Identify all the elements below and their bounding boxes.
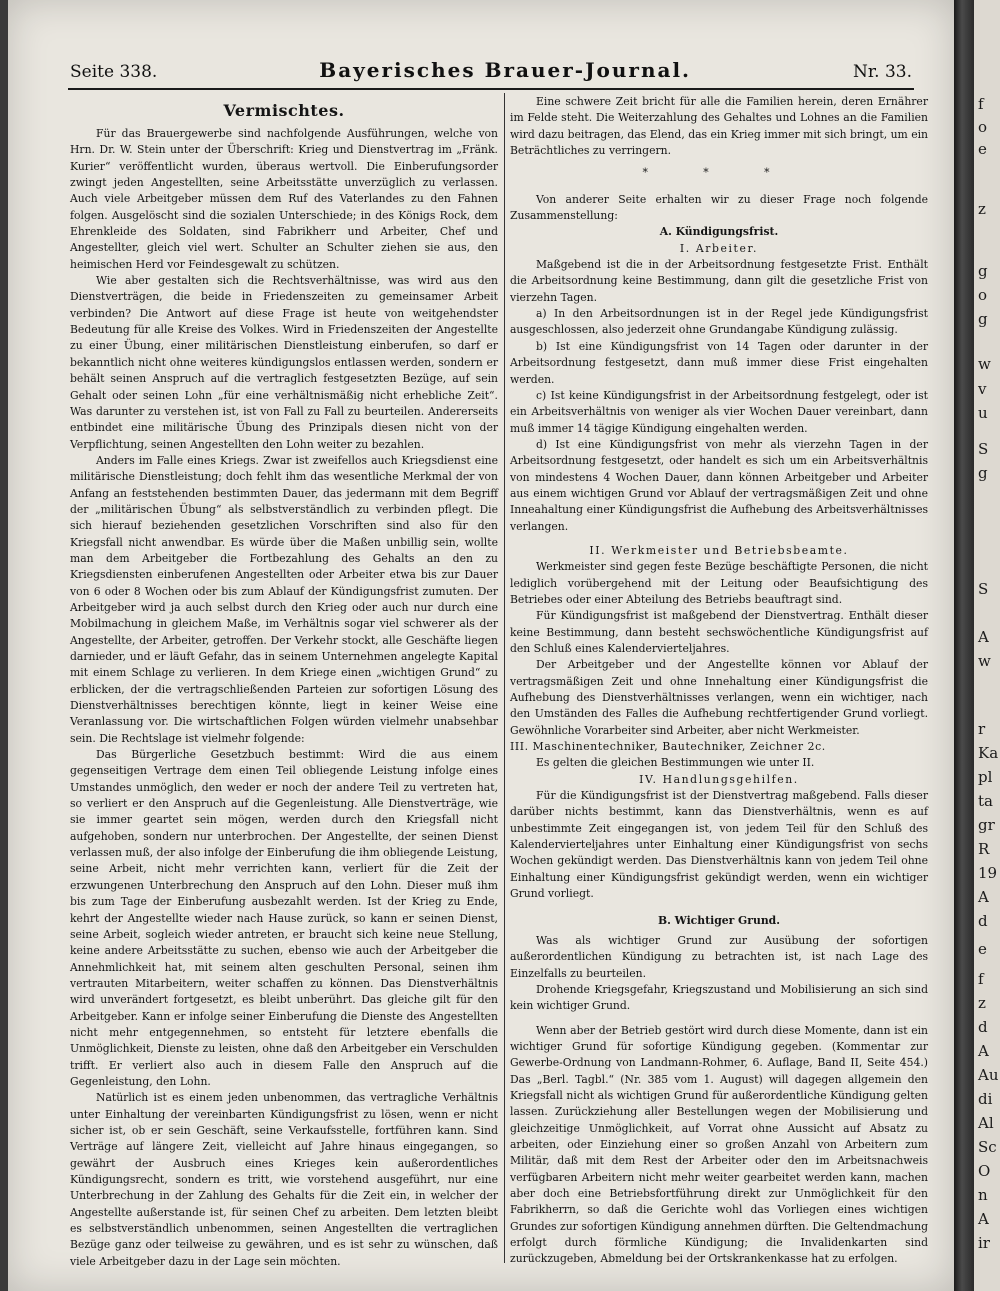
right-column bbox=[510, 94, 928, 1268]
article-paragraph: Maßgebend ist die in der Arbeitsordnung festgesetzte Frist. Enthält die Arbeitsordnung keine Bestimmung, dann gilt die gesetzliche Frist von vierzehn Tagen. bbox=[510, 258, 928, 304]
next-page-text-fragment: u bbox=[978, 404, 988, 422]
section-a-title: A. Kündigungsfrist. bbox=[659, 225, 779, 239]
next-page-text-fragment: S bbox=[978, 440, 989, 458]
next-page-text-fragment: w bbox=[978, 652, 991, 670]
section-title: Vermischtes. bbox=[223, 101, 345, 120]
next-page-text-fragment: 19 bbox=[978, 864, 998, 882]
subsection-title: I. Arbeiter. bbox=[679, 241, 759, 255]
article-paragraph: Was als wichtiger Grund zur Ausübung der sofortigen außerordentlichen Kündigung zu betrachten ist, ist nach Lage des Einzelfalls zu beurteilen. bbox=[510, 933, 928, 980]
next-page-text-fragment: ta bbox=[978, 792, 993, 810]
next-page-text-fragment: n bbox=[978, 1186, 988, 1204]
next-page-text-fragment: A bbox=[978, 1210, 989, 1228]
subsection-title: IV. Handlungsgehilfen. bbox=[639, 772, 799, 786]
subsection-title: II. Werkmeister und Betriebsbeamte. bbox=[589, 543, 849, 557]
next-page-text-fragment: z bbox=[978, 994, 986, 1012]
next-page-text-fragment: f bbox=[978, 970, 984, 988]
section-b-title: B. Wichtiger Grund. bbox=[658, 913, 780, 927]
next-page-text-fragment: o bbox=[978, 118, 988, 136]
section-separator: * * * bbox=[642, 166, 796, 180]
article-paragraph: Für Kündigungsfrist ist maßgebend der Dienstvertrag. Enthält dieser keine Bestimmung, dann besteht sechswöchentliche Kündigungsfrist auf den Schluß eines Kalendervierteljahres. bbox=[510, 609, 928, 655]
page-number: Seite 338. bbox=[70, 62, 158, 82]
journal-title: Bayerisches Brauer-Journal. bbox=[319, 58, 692, 82]
article-paragraph: Der Arbeitgeber und der Angestellte können vor Ablauf der vertragsmäßigen Zeit und ohne Innehaltung einer Kündigungsfrist die Aufhebung des Dienstverhältnisses verlangen, wenn ein wichtiger, nach den Umständen des Falles die Aufhebung rechtfertigender Grund vorliegt. Gewöhnliche Vorarbeiter sind Arbeiter, aber nicht Werkmeister. bbox=[510, 658, 928, 737]
next-page-text-fragment: R bbox=[978, 840, 990, 858]
next-page-text-fragment: pl bbox=[978, 768, 993, 786]
article-paragraph: d) Ist eine Kündigungsfrist von mehr als vierzehn Tagen in der Arbeitsordnung festgesetzt, oder handelt es sich um ein Arbeitsverhältnis von mindestens 4 Wochen Dauer, dann können Arbeitgeber und Arbeiter aus einem wichtigen Grund vor Ablauf der vertragsmäßigen Zeit und ohne Inneahaltung einer Kündigungsfrist die Aufhebung des Arbeitsverhältnisses verlangen. bbox=[510, 437, 928, 533]
next-page-text-fragment: O bbox=[978, 1162, 991, 1180]
next-page-text-fragment: A bbox=[978, 888, 989, 906]
next-page-text-fragment: v bbox=[978, 380, 987, 398]
article-paragraph: Drohende Kriegsgefahr, Kriegszustand und Mobilisierung an sich sind kein wichtiger Grund. bbox=[510, 982, 928, 1013]
next-page-text-fragment: g bbox=[978, 464, 988, 482]
article-paragraph: Für die Kündigungsfrist ist der Dienstvertrag maßgebend. Falls dieser darüber nichts bestimmt, kann das Dienstverhältnis, wenn es auf unbestimmte Zeit eingegangen ist, von jedem Teil für den Schluß des Kalendervierteljahres unter Einhaltung einer Kündigungsfrist von sechs Wochen gekündigt werden. Das Dienstverhältnis kann von jedem Teil ohne Einhaltung einer Kündigungsfrist gekündigt werden, wenn ein wichtiger Grund vorliegt. bbox=[510, 789, 928, 901]
article-paragraph: Von anderer Seite erhalten wir zu dieser Frage noch folgende Zusammenstellung: bbox=[510, 192, 928, 223]
issue-number: Nr. 33. bbox=[853, 62, 912, 82]
next-page-text-fragment: Au bbox=[978, 1066, 999, 1084]
page-header bbox=[70, 58, 912, 84]
next-page-text-fragment: ir bbox=[978, 1234, 990, 1252]
article-paragraph: Wenn aber der Betrieb gestört wird durch diese Momente, dann ist ein wichtiger Grund für sofortige Kündigung gegeben. (Kommentar zur Gewerbe-Ordnung von Landmann-Rohmer, 6. Auflage, Band II, Seite 454.) Das „Berl. Tagbl.“ (Nr. 385 vom 1. August) will dagegen allgemein den Kriegsfall nicht als wichtigen Grund für außerordentliche Kündigung gelten lassen. Zurückziehung aller Bestellungen wegen der Mobilisierung und gleichzeitige Unmöglichkeit, auf Vorrat ohne Aussicht auf Absatz zu arbeiten, oder Einziehung einer so großen Anzahl von Arbeitern zum Militär, daß mit dem Rest der Arbeiter oder den im Arbeitsnachweis verfügbaren Arbeitern nicht mehr weiter gearbeitet werden kann, machen aber doch eine Betriebsfortführung direkt zur Unmöglichkeit für den Fabrikherrn, so daß die Gerichte wohl das Vorliegen eines wichtigen Grundes zur sofortigen Kündigung annehmen dürften. Die Geltendmachung erfolgt durch förmliche Kündigung; die Invalidenkarten sind zurückzugeben, Abmeldung bei der Ortskrankenkasse hat zu erfolgen. bbox=[510, 1023, 928, 1266]
article-paragraph: b) Ist eine Kündigungsfrist von 14 Tagen oder darunter in der Arbeitsordnung festgesetzt, dann muß immer diese Frist eingehalten werden. bbox=[510, 339, 928, 386]
article-paragraph: Das Bürgerliche Gesetzbuch bestimmt: Wird die aus einem gegenseitigen Vertrage dem einen Teil obliegende Leistung infolge eines Umstandes unmöglich, den weder er noch der andere Teil zu vertreten hat, so verliert er den Anspruch auf die Gegenleistung. Alle Dienstverträge, wie sie immer geartet sein mögen, werden durch den Kriegsfall nicht aufgehoben, sondern nur unterbrochen. Der Angestellte, der seinen Dienst verlassen muß, der also infolge der Einberufung die ihm obliegende Leistung, seine Arbeit, nicht mehr verrichten kann, verliert für die Zeit der erzwungenen Unterbrechung den Anspruch auf den Lohn. Dieser muß ihm bis zum Tage der Einberufung ausbezahlt werden. Ist der Krieg zu Ende, kehrt der Angestellte wieder nach Hause zurück, so kann er seinen Dienst, seine Arbeit, sogleich wieder antreten, er braucht sich keine neue Stellung, keine andere Arbeitsstätte zu suchen, ebenso wie auch der Arbeitgeber die Annehmlichkeit hat, mit seinem alten geschulten Personal, seinen ihm vertrauten Mitarbeitern, weiter schaffen zu können. Das Dienstverhältnis wird unverändert fortgesetzt, es bleibt unberührt. Das gleiche gilt für den Arbeitgeber. Kann er infolge seiner Einberufung die Dienste des Angestellten nicht mehr entgegennehmen, so entsteht für letztere ebenfalls die Unmöglichkeit, Dienste zu leisten, ohne daß den Arbeitgeber ein Verschulden trifft. Er verliert also auch in diesem Falle den Anspruch auf die Gegenleistung, den Lohn. bbox=[70, 748, 498, 1088]
article-paragraph: Wie aber gestalten sich die Rechtsverhältnisse, was wird aus den Dienstverträgen, die beide in Friedenszeiten zu gemeinsamer Arbeit verbinden? Die Antwort auf diese Frage ist heute von weitgehendster Bedeutung für alle Kreise des Volkes. Wird in Friedenszeiten der Angestellte zu einer Übung, einer militärischen Dienstleistung einberufen, so darf er bekanntlich nicht ohne weiteres kündigungslos entlassen werden, sondern er behält seinen Anspruch auf die vertraglich festgesetzten Bezüge, auf sein Gehalt oder seinen Lohn „für eine verhältnismäßig nicht erhebliche Zeit“. Was darunter zu verstehen ist, ist von Fall zu Fall zu beurteilen. Andererseits entbindet eine militärische Übung des Prinzipals diesen nicht von der Verpflichtung, seinen Angestellten den Lohn weiter zu bezahlen. bbox=[70, 274, 498, 451]
next-page-text-fragment: d bbox=[978, 912, 988, 930]
left-column bbox=[70, 94, 498, 1270]
next-page-text-fragment: e bbox=[978, 940, 987, 958]
next-page-text-fragment: Al bbox=[978, 1114, 994, 1132]
next-page-text-fragment: z bbox=[978, 200, 986, 218]
next-page-text-fragment: gr bbox=[978, 816, 995, 834]
next-page-edge bbox=[974, 0, 1000, 1291]
article-paragraph: Anders im Falle eines Kriegs. Zwar ist zweifellos auch Kriegsdienst eine militärische Dienstleistung; doch fehlt ihm das wesentliche Merkmal der von Anfang an feststehenden bestimmten Dauer, das jedermann mit dem Begriff der „militärischen Übung“ als selbstverständlich zu verbinden pflegt. Die sich hierauf beziehenden gesetzlichen Vorschriften sind also für den Kriegsfall nicht anwendbar. Es würde über die Maßen unbillig sein, wollte man dem Arbeitgeber die Fortbezahlung des Gehalts an den zu Kriegsdiensten einberufenen Angestellten oder Arbeiter etwa bis zur Dauer von 6 oder 8 Wochen oder bis zum Ablauf der Kündigungsfrist zumuten. Der Arbeitgeber wird ja auch selbst durch den Krieg oder auch nur durch eine Mobilmachung in gleichem Maße, im Verhältnis sogar viel schwerer als der Angestellte, der Arbeiter, getroffen. Der Verkehr stockt, alle Geschäfte liegen darnieder, und er läuft Gefahr, das in seinem Unternehmen angelegte Kapital mit einem Schlage zu verlieren. In dem Kriege einen „wichtigen Grund“ zu erblicken, der die vertragschließenden Parteien zur sofortigen Lösung des Dienstverhältnisses berechtigen könnte, liegt in keiner Weise eine Veranlassung vor. Die wirtschaftlichen Folgen würden vielmehr unabsehbar sein. Die Rechtslage ist vielmehr folgende: bbox=[70, 453, 498, 745]
next-page-text-fragment: S bbox=[978, 580, 989, 598]
subsection-title: III. Maschinentechniker, Bautechniker, Zeichner 2c. bbox=[510, 740, 826, 754]
next-page-text-fragment: w bbox=[978, 355, 991, 373]
next-page-text-fragment: Sc bbox=[978, 1138, 997, 1156]
article-paragraph: c) Ist keine Kündigungsfrist in der Arbeitsordnung festgelegt, oder ist ein Arbeitsverhältnis von weniger als vier Wochen Dauer vereinbart, dann muß immer 14 tägige Kündigung eingehalten werden. bbox=[510, 388, 928, 435]
article-paragraph: Es gelten die gleichen Bestimmungen wie unter II. bbox=[536, 756, 815, 770]
book-gutter bbox=[954, 0, 974, 1291]
next-page-text-fragment: A bbox=[978, 628, 989, 646]
next-page-text-fragment: g bbox=[978, 262, 988, 280]
next-page-text-fragment: g bbox=[978, 310, 988, 328]
article-paragraph: Natürlich ist es einem jeden unbenommen, das vertragliche Verhältnis unter Einhaltung der vereinbarten Kündigungsfrist zu lösen, wenn er nicht sicher ist, ob er sein Geschäft, seine Verkaufsstelle, fortführen kann. Sind Verträge auf längere Zeit, vielleicht auf Jahre hinaus eingegangen, so gewährt der Ausbruch eines Krieges kein außerordentliches Kündigungsrecht, sondern es tritt, wie vorstehend ausgeführt, nur eine Unterbrechung in der Zahlung des Gehalts für die Zeit ein, in welcher der Angestellte außerstande ist, für seinen Chef zu arbeiten. Dem letzten bleibt es selbstverständlich unbenommen, seinen Angestellten die vertraglichen Bezüge ganz oder teilweise zu gewähren, und es ist sehr zu wünschen, daß viele Arbeitgeber dazu in der Lage sein möchten. bbox=[70, 1091, 498, 1268]
next-page-text-fragment: di bbox=[978, 1090, 993, 1108]
next-page-text-fragment: A bbox=[978, 1042, 989, 1060]
next-page-text-fragment: r bbox=[978, 720, 986, 738]
next-page-text-fragment: f bbox=[978, 95, 984, 113]
article-paragraph: Eine schwere Zeit bricht für alle die Familien herein, deren Ernährer im Felde steht. Die Weiterzahlung des Gehaltes und Lohnes an die Familien wird dazu beitragen, das Elend, das ein Krieg immer mit sich bringt, um ein Beträchtliches zu verringern. bbox=[510, 95, 928, 158]
article-paragraph: a) In den Arbeitsordnungen ist in der Regel jede Kündigungsfrist ausgeschlossen, also jederzeit ohne Grundangabe Kündigung zulässig. bbox=[510, 307, 928, 337]
next-page-text-fragment: e bbox=[978, 140, 987, 158]
column-separator bbox=[504, 93, 505, 1263]
header-rule bbox=[68, 88, 914, 90]
article-paragraph: Werkmeister sind gegen feste Bezüge beschäftigte Personen, die nicht lediglich vorübergehend mit der Leitung oder Beaufsichtigung des Betriebes oder einer Abteilung des Betriebs beauftragt sind. bbox=[510, 560, 928, 606]
next-page-text-fragment: d bbox=[978, 1018, 988, 1036]
next-page-text-fragment: o bbox=[978, 286, 988, 304]
article-paragraph: Für das Brauergewerbe sind nachfolgende Ausführungen, welche von Hrn. Dr. W. Stein unter der Überschrift: Krieg und Dienstvertrag im „Fränk. Kurier“ veröffentlicht wurden, überaus wertvoll. Die Einberufungsorder zwingt jeden Angestellten, seine Arbeitsstätte unverzüglich zu verlassen. Auch viele Arbeitgeber müssen dem Ruf des Vaterlandes zu den Fahnen folgen. Ausgelöscht sind die sozialen Unterschiede; in des Königs Rock, dem Ehrenkleide des Soldaten, sind Fabrikherr und Arbeiter, Chef und Angestellter, gleich viel wert. Schulter an Schulter ziehen sie aus, den heimischen Herd vor Feindesgewalt zu schützen. bbox=[70, 127, 498, 271]
next-page-text-fragment: Ka bbox=[978, 744, 999, 762]
newspaper-page bbox=[8, 0, 954, 1291]
